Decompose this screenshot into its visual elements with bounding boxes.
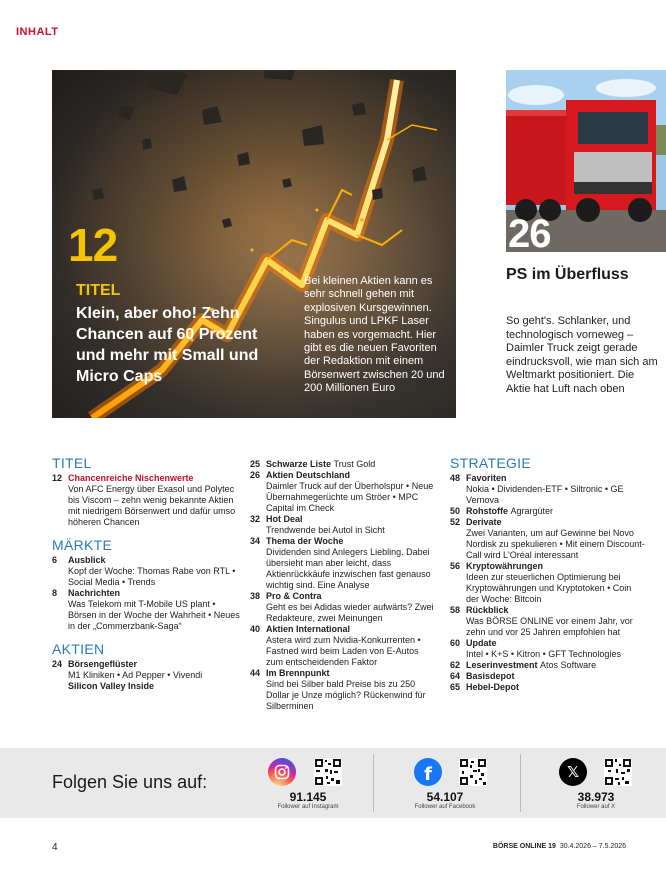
facebook-follower-label: Follower auf Facebook: [414, 804, 476, 810]
toc-entry[interactable]: [52, 659, 242, 681]
toc-entry[interactable]: [52, 555, 242, 588]
toc-entry-title: Chancenreiche Nischenwerte: [68, 473, 194, 483]
toc-entry-sub: Agrargüter: [510, 506, 554, 516]
cover-story-teaser: Bei kleinen Aktien kann es sehr schnell gehen mit explosiven Kursgewinnen. Singulus und LPKF Laser haben es vorgemacht. Hier gibt es die neuen Favoriten der Redaktion mit einem Börsenwert zwischen 20 und 200 Millionen Euro: [304, 275, 445, 395]
toc-entry-desc: Ideen zur steuerlichen Optimierung bei Kryptowährungen und Kryptotoken • Coin der Woche: Bitcoin: [466, 572, 632, 604]
toc-entry-title: Aktien International: [266, 624, 351, 634]
toc-entry[interactable]: [450, 517, 646, 561]
toc-entry[interactable]: [250, 536, 436, 591]
toc-entry[interactable]: [250, 470, 436, 514]
toc-entry-desc: Was BÖRSE ONLINE vor einem Jahr, vor zehn und vor 25 Jahren empfohlen hat: [466, 616, 633, 637]
toc-entry-desc: Was Telekom mit T-Mobile US plant • Börsen in der Woche der Wahrheit • Neues in der „Commerzbank-Saga“: [68, 599, 240, 631]
toc-entry-desc: Sind bei Silber bald Preise bis zu 250 Dollar je Unze möglich? Rückenwind für Silberminen: [266, 679, 426, 711]
toc-entry[interactable]: [450, 506, 646, 517]
toc-entry[interactable]: [450, 660, 646, 671]
toc-entry-desc: Nokia • Dividenden-ETF • Siltronic • GE Vernova: [466, 484, 624, 505]
toc-page-number: 25: [250, 459, 261, 469]
toc-page-number: 56: [450, 561, 461, 571]
toc-section-aktien: AKTIEN: [52, 641, 105, 657]
toc-entry-title: Rückblick: [466, 605, 509, 615]
social-follow-bar: [0, 748, 666, 818]
toc-page-number: 60: [450, 638, 461, 648]
toc-entry-title: Thema der Woche: [266, 536, 344, 546]
follow-label: Folgen Sie uns auf:: [52, 772, 208, 792]
truck-story-teaser: So geht's. Schlanker, und technologisch vorneweg – Daimler Truck zeigt gerade eindrucksvoll, wie man sich am Weltmarkt positioniert. Die Aktie hat Luft nach oben: [506, 315, 658, 395]
toc-entry[interactable]: [450, 561, 646, 605]
x-follower-label: Follower auf X: [576, 804, 616, 810]
truck-story-page-number: 26: [508, 212, 551, 256]
toc-entry-title: Favoriten: [466, 473, 507, 483]
toc-entry[interactable]: [450, 682, 646, 693]
toc-column-2: [250, 459, 436, 712]
truck-story-headline[interactable]: PS im Überfluss: [506, 266, 629, 283]
toc-entry-title: Hebel-Depot: [466, 682, 520, 692]
toc-entry-desc: Zwei Varianten, um auf Gewinne bei Novo Nordisk zu spekulieren • Mit einem Discount-Call wird L'Oréal interessant: [466, 528, 645, 560]
toc-column-1: [52, 455, 242, 692]
issue-dates: 30.4.2026 – 7.5.2026: [559, 843, 626, 850]
x-qr-code-icon[interactable]: [604, 758, 632, 786]
toc-page-number: 12: [52, 473, 63, 483]
toc-entry[interactable]: [250, 514, 436, 536]
toc-entry[interactable]: [450, 473, 646, 506]
toc-page-number: 24: [52, 659, 63, 669]
toc-entry-desc: Geht es bei Adidas wieder aufwärts? Zwei Redakteure, zwei Meinungen: [266, 602, 434, 623]
toc-entry-title: Aktien Deutschland: [266, 470, 351, 480]
magazine-name: BÖRSE ONLINE 19: [492, 843, 556, 850]
toc-page-number: 50: [450, 506, 461, 516]
toc-page-number: 44: [250, 668, 261, 678]
social-divider: [373, 754, 374, 812]
toc-entry-title: Leserinvestment: [466, 660, 538, 670]
social-divider: [520, 754, 521, 812]
toc-page-number: 58: [450, 605, 461, 615]
page-kicker: INHALT: [16, 26, 59, 38]
toc-entry-desc: Von AFC Energy über Exasol und Polytec bis Viscom – zehn wenig bekannte Aktien mit niedrigem Börsenwert und dafür umso höheren Chancen: [68, 484, 236, 527]
toc-entry-title: Rohstoffe: [466, 506, 508, 516]
toc-entry-title: Basisdepot: [466, 671, 515, 681]
toc-page-number: 52: [450, 517, 461, 527]
toc-entry-desc: Kopf der Woche: Thomas Rabe von RTL • Social Media • Trends: [68, 566, 236, 587]
facebook-follower-count: 54.107: [426, 790, 464, 804]
page-number: 4: [52, 842, 58, 853]
toc-page-number: 62: [450, 660, 461, 670]
toc-page-number: 48: [450, 473, 461, 483]
toc-entry-title: Börsengeflüster: [68, 659, 138, 669]
toc-entry-title: Ausblick: [68, 555, 106, 565]
toc-entry-title: Derivate: [466, 517, 502, 527]
toc-entry[interactable]: [450, 671, 646, 682]
toc-page-number: 6: [52, 555, 58, 565]
instagram-icon[interactable]: [268, 758, 296, 786]
toc-entry-desc: Intel • K+S • Kitron • GFT Technologies: [466, 649, 621, 659]
toc-entry-desc: Astera wird zum Nvidia-Konkurrenten • Fastned wird beim Laden von E-Autos zum entscheidenden Faktor: [266, 635, 421, 667]
toc-entry[interactable]: [450, 605, 646, 638]
toc-entry-desc: Trendwende bei Autol in Sicht: [266, 525, 385, 535]
toc-entry-title: Pro & Contra: [266, 591, 322, 601]
toc-section-titel: TITEL: [52, 455, 92, 471]
cover-story-image[interactable]: [52, 70, 456, 418]
toc-section-maerkte: MÄRKTE: [52, 537, 113, 553]
x-follower-count: 38.973: [577, 790, 615, 804]
toc-entry-title: Im Brennpunkt: [266, 668, 330, 678]
instagram-follower-label: Follower auf Instagram: [277, 804, 339, 810]
toc-entry-silicon-valley[interactable]: Silicon Valley Inside: [68, 681, 155, 691]
toc-page-number: 34: [250, 536, 261, 546]
toc-entry[interactable]: [52, 473, 242, 528]
toc-page-number: 32: [250, 514, 261, 524]
cover-story-label: TITEL: [76, 282, 121, 299]
toc-entry[interactable]: [250, 624, 436, 668]
toc-section-strategie: STRATEGIE: [450, 455, 532, 471]
toc-entry-title: Kryptowährungen: [466, 561, 544, 571]
cover-story-headline[interactable]: Klein, aber oho! Zehn Chancen auf 60 Prozent und mehr mit Small und Micro Caps: [76, 305, 259, 385]
facebook-qr-code-icon[interactable]: [459, 758, 487, 786]
toc-entry-desc: Daimler Truck auf der Überholspur • Neue Übernahmegerüchte um Ströer • MPC Capital im Check: [266, 481, 434, 513]
toc-page-number: 8: [52, 588, 58, 598]
toc-page-number: 38: [250, 591, 261, 601]
toc-entry[interactable]: [250, 459, 436, 470]
toc-entry-sub: Trust Gold: [333, 459, 376, 469]
toc-entry-title: Nachrichten: [68, 588, 121, 598]
toc-page-number: 65: [450, 682, 461, 692]
toc-entry-title: Update: [466, 638, 497, 648]
toc-page-number: 40: [250, 624, 261, 634]
toc-entry[interactable]: [250, 591, 436, 624]
instagram-follower-count: 91.145: [289, 790, 327, 804]
toc-page-number: 64: [450, 671, 461, 681]
toc-column-3: [450, 455, 646, 693]
toc-page-number: 26: [250, 470, 261, 480]
toc-entry-sub: Atos Software: [540, 660, 597, 670]
toc-entry-title: Hot Deal: [266, 514, 303, 524]
toc-entry[interactable]: [450, 638, 646, 660]
cover-story-page-number: 12: [68, 219, 118, 271]
toc-entry-desc: Dividenden sind Anlegers Liebling. Dabei übersieht man aber leicht, dass Aktienrückkäufe inzwischen fast genauso wichtig sind. Eine Analyse: [266, 547, 431, 590]
toc-entry-desc: M1 Kliniken • Ad Pepper • Vivendi: [68, 670, 203, 680]
toc-entry[interactable]: [250, 668, 436, 712]
magazine-issue: [493, 843, 626, 850]
toc-entry-title: Schwarze Liste: [266, 459, 332, 469]
x-icon[interactable]: 𝕏: [559, 758, 587, 786]
facebook-icon[interactable]: f: [414, 758, 442, 786]
instagram-qr-code-icon[interactable]: [314, 758, 342, 786]
toc-entry[interactable]: [52, 588, 242, 632]
